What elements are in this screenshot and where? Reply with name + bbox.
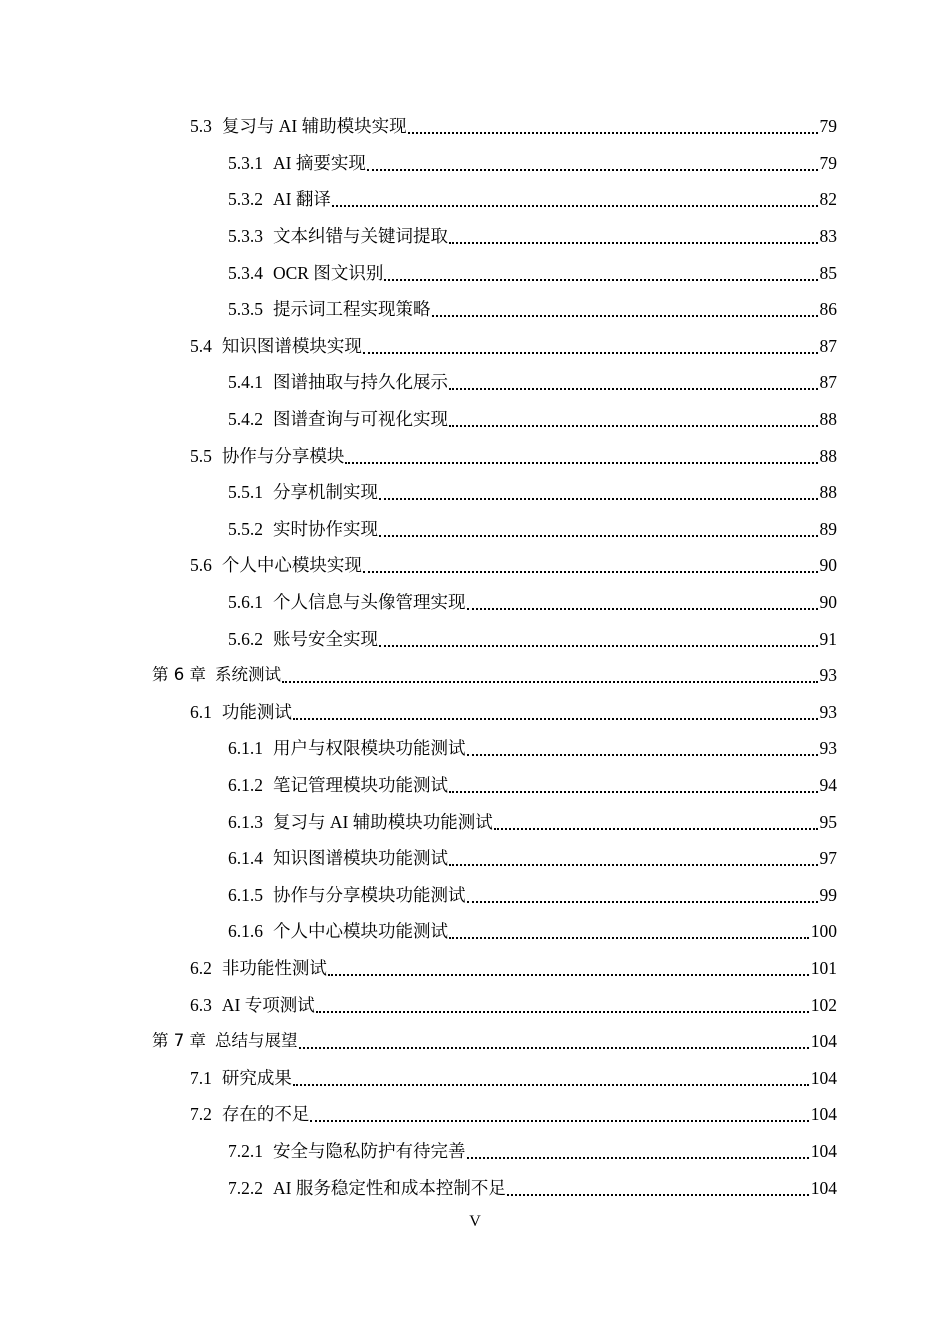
toc-entry-title: 协作与分享模块功能测试 [273, 884, 466, 905]
toc-entry[interactable] [0, 620, 950, 657]
toc-entry-title: 个人中心模块功能测试 [273, 921, 448, 942]
toc-entry-number: 5.3 [190, 116, 212, 137]
toc-entry-title: 非功能性测试 [221, 957, 327, 978]
toc-dot-leader [494, 828, 818, 830]
toc-dot-leader [507, 1194, 809, 1196]
toc-entry[interactable] [0, 547, 950, 584]
toc-entry-title: 知识图谱模块功能测试 [273, 848, 448, 869]
toc-entry-page: 104 [810, 1104, 837, 1125]
toc-entry-page: 94 [819, 774, 837, 795]
toc-entry-page: 93 [819, 738, 837, 759]
toc-entry-page: 104 [810, 1067, 837, 1088]
toc-entry-page: 82 [819, 189, 837, 210]
toc-entry-title: 笔记管理模块功能测试 [273, 774, 448, 795]
toc-entry-page: 88 [819, 482, 837, 503]
toc-entry-page: 88 [819, 409, 837, 430]
toc-entry[interactable] [0, 950, 950, 987]
toc-entry-number: 5.3.4 [228, 262, 263, 283]
toc-entry-page: 93 [819, 665, 837, 686]
toc-entry-page: 87 [819, 335, 837, 356]
toc-entry[interactable] [0, 876, 950, 913]
toc-dot-leader [363, 571, 818, 573]
toc-entry-title: AI 翻译 [273, 189, 331, 210]
toc-dot-leader [449, 937, 809, 939]
toc-entry-number: 5.5.1 [228, 482, 263, 503]
toc-entry[interactable] [0, 145, 950, 182]
toc-entry-number: 6.1.5 [228, 884, 263, 905]
toc-entry[interactable] [0, 767, 950, 804]
toc-entry-number: 6.1.4 [228, 848, 263, 869]
toc-entry-number: 6.1.2 [228, 774, 263, 795]
toc-dot-leader [379, 535, 818, 537]
page-number: V [469, 1213, 481, 1230]
toc-entry[interactable] [0, 108, 950, 145]
toc-entry-number: 7.2.1 [228, 1140, 263, 1161]
toc-entry[interactable] [0, 730, 950, 767]
toc-entry-title: OCR 图文识别 [273, 262, 384, 283]
toc-dot-leader [449, 242, 818, 244]
toc-entry[interactable] [0, 218, 950, 255]
toc-entry-page: 91 [819, 628, 837, 649]
toc-entry[interactable] [0, 291, 950, 328]
toc-dot-leader [332, 205, 818, 207]
toc-entry-title: AI 服务稳定性和成本控制不足 [273, 1177, 506, 1198]
toc-entry-number: 5.6.2 [228, 628, 263, 649]
toc-dot-leader [367, 169, 818, 171]
toc-entry-number: 6.2 [190, 957, 212, 978]
toc-entry-number: 5.3.3 [228, 226, 263, 247]
toc-entry-title: 用户与权限模块功能测试 [273, 738, 466, 759]
toc-entry-title: 图谱抽取与持久化展示 [273, 372, 448, 393]
toc-dot-leader [449, 388, 818, 390]
toc-entry-number: 5.5.2 [228, 518, 263, 539]
toc-entry[interactable] [0, 511, 950, 548]
toc-entry[interactable] [0, 584, 950, 621]
toc-entry-title: 安全与隐私防护有待完善 [273, 1140, 466, 1161]
toc-entry[interactable] [0, 1096, 950, 1133]
toc-entry-page: 104 [810, 1031, 837, 1052]
toc-entry-number: 7.2.2 [228, 1177, 263, 1198]
toc-dot-leader [345, 462, 817, 464]
toc-entry-number: 6.1.3 [228, 811, 263, 832]
toc-entry-title: 研究成果 [221, 1067, 292, 1088]
toc-entry-title: 存在的不足 [221, 1104, 310, 1125]
toc-entry-title: AI 摘要实现 [273, 152, 366, 173]
toc-entry-page: 99 [819, 884, 837, 905]
toc-dot-leader [379, 498, 818, 500]
toc-entry[interactable] [0, 1059, 950, 1096]
toc-entry-title: 个人信息与头像管理实现 [273, 592, 466, 613]
toc-entry-page: 85 [819, 262, 837, 283]
toc-entry-page: 90 [819, 592, 837, 613]
toc-entry-number: 5.6 [190, 555, 212, 576]
toc-entry[interactable] [0, 401, 950, 438]
toc-entry-title: 复习与 AI 辅助模块实现 [221, 116, 407, 137]
toc-entry-page: 87 [819, 372, 837, 393]
toc-dot-leader [432, 315, 818, 317]
toc-entry-title: 个人中心模块实现 [221, 555, 362, 576]
toc-entry-number: 7.2 [190, 1104, 212, 1125]
toc-entry-page: 79 [819, 116, 837, 137]
toc-dot-leader [282, 681, 818, 683]
toc-entry-page: 90 [819, 555, 837, 576]
toc-entry[interactable] [0, 181, 950, 218]
toc-dot-leader [449, 864, 818, 866]
toc-dot-leader [449, 791, 818, 793]
toc-entry-page: 102 [810, 994, 837, 1015]
toc-dot-leader [328, 974, 809, 976]
toc-entry[interactable] [0, 437, 950, 474]
toc-entry[interactable] [0, 474, 950, 511]
toc-entry-title: 功能测试 [221, 701, 292, 722]
toc-entry[interactable] [0, 657, 950, 694]
toc-entry-page: 104 [810, 1140, 837, 1161]
toc-entry[interactable] [0, 1133, 950, 1170]
toc-entry-number: 6.1.6 [228, 921, 263, 942]
toc-entry-page: 95 [819, 811, 837, 832]
toc-dot-leader [467, 608, 818, 610]
toc-entry-number: 5.4.2 [228, 409, 263, 430]
toc-entry-title: 实时协作实现 [273, 518, 378, 539]
toc-entry[interactable] [0, 1023, 950, 1060]
toc-entry-number: 5.6.1 [228, 592, 263, 613]
toc-dot-leader [316, 1011, 809, 1013]
toc-entry[interactable] [0, 986, 950, 1023]
toc-entry-title: 总结与展望 [215, 1031, 298, 1051]
toc-entry-number: 第 6 章 [152, 665, 206, 685]
toc-entry-number: 6.3 [190, 994, 212, 1015]
toc-dot-leader [293, 1084, 809, 1086]
toc-entry[interactable] [0, 364, 950, 401]
toc-entry[interactable] [0, 840, 950, 877]
toc-entry-title: 分享机制实现 [273, 482, 378, 503]
toc-dot-leader [467, 901, 818, 903]
toc-entry-number: 7.1 [190, 1067, 212, 1088]
table-of-contents [0, 108, 950, 1206]
toc-entry-title: AI 专项测试 [221, 994, 315, 1015]
toc-dot-leader [384, 279, 817, 281]
toc-dot-leader [293, 718, 818, 720]
toc-dot-leader [379, 645, 818, 647]
toc-entry[interactable] [0, 328, 950, 365]
toc-dot-leader [363, 352, 818, 354]
toc-entry-title: 图谱查询与可视化实现 [273, 409, 448, 430]
toc-entry-number: 5.5 [190, 445, 212, 466]
toc-dot-leader [408, 132, 818, 134]
toc-entry-title: 复习与 AI 辅助模块功能测试 [273, 811, 493, 832]
toc-entry-page: 86 [819, 299, 837, 320]
toc-entry-number: 5.3.1 [228, 152, 263, 173]
toc-entry-page: 83 [819, 226, 837, 247]
toc-dot-leader [310, 1120, 808, 1122]
toc-entry-number: 5.3.5 [228, 299, 263, 320]
toc-entry-page: 101 [810, 957, 837, 978]
toc-entry-number: 5.4.1 [228, 372, 263, 393]
toc-entry-page: 89 [819, 518, 837, 539]
toc-entry[interactable] [0, 254, 950, 291]
toc-entry[interactable] [0, 913, 950, 950]
toc-dot-leader [299, 1047, 809, 1049]
toc-entry-number: 5.4 [190, 335, 212, 356]
toc-entry-title: 账号安全实现 [273, 628, 378, 649]
toc-entry-title: 知识图谱模块实现 [221, 335, 362, 356]
toc-entry[interactable] [0, 803, 950, 840]
toc-entry[interactable] [0, 694, 950, 731]
toc-entry-page: 104 [810, 1177, 837, 1198]
toc-entry-number: 第 7 章 [152, 1031, 206, 1051]
toc-entry-page: 79 [819, 152, 837, 173]
toc-entry-page: 100 [810, 921, 837, 942]
toc-entry-title: 提示词工程实现策略 [273, 299, 431, 320]
toc-entry-page: 97 [819, 848, 837, 869]
toc-dot-leader [449, 425, 818, 427]
toc-entry[interactable] [0, 1169, 950, 1206]
toc-entry-page: 93 [819, 701, 837, 722]
toc-dot-leader [467, 754, 818, 756]
toc-entry-title: 协作与分享模块 [221, 445, 345, 466]
toc-dot-leader [467, 1157, 809, 1159]
toc-entry-title: 系统测试 [215, 665, 281, 685]
toc-entry-number: 5.3.2 [228, 189, 263, 210]
toc-entry-page: 88 [819, 445, 837, 466]
toc-entry-title: 文本纠错与关键词提取 [273, 226, 448, 247]
toc-entry-number: 6.1 [190, 701, 212, 722]
toc-entry-number: 6.1.1 [228, 738, 263, 759]
